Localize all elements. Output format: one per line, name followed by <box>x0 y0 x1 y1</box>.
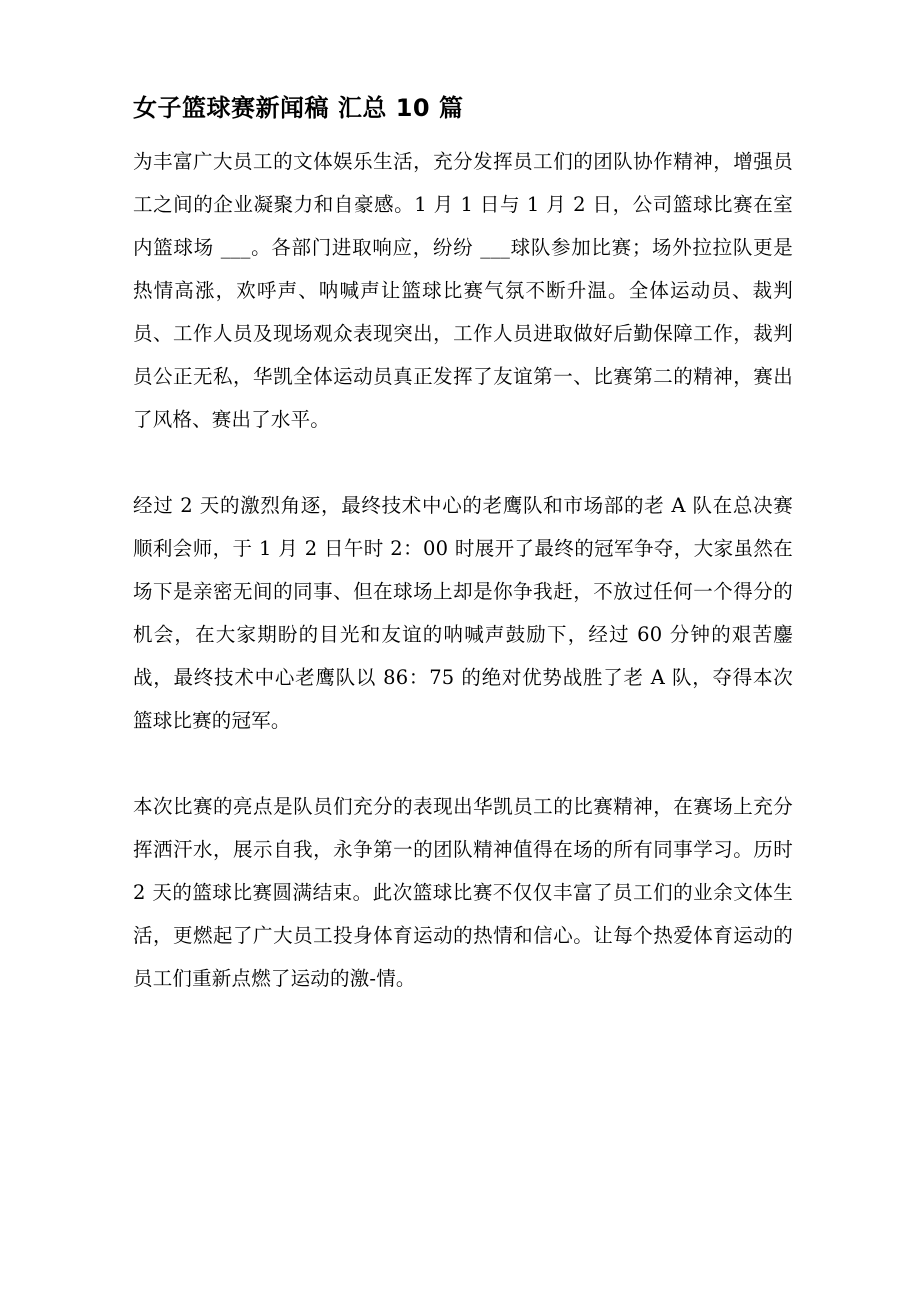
page-title: 女子篮球赛新闻稿 汇总 10 篇 <box>133 94 464 122</box>
paragraph-1: 为丰富广大员工的文体娱乐生活，充分发挥员工们的团队协作精神，增强员工之间的企业凝聚力和自豪感。1 月 1 日与 1 月 2 日，公司篮球比赛在室内篮球场 ___。各部门进取响应，纷纷 ___球队参加比赛；场外拉拉队更是热情高涨，欢呼声、呐喊声让篮球比赛气氛不断升温。全体运动员、裁判员、工作人员及现场观众表现突出，工作人员进取做好后勤保障工作，裁判员公正无私，华凯全体运动员真正发挥了友谊第一、比赛第二的精神，赛出了风格、赛出了水平。 <box>133 149 793 431</box>
paragraph-2: 经过 2 天的激烈角逐，最终技术中心的老鹰队和市场部的老 A 队在总决赛顺利会师，于 1 月 2 日午时 2：00 时展开了最终的冠军争夺，大家虽然在场下是亲密无间的同事、但在球场上却是你争我赶，不放过任何一个得分的机会，在大家期盼的目光和友谊的呐喊声鼓励下，经过 60 分钟的艰苦鏖战，最终技术中心老鹰队以 86：75 的绝对优势战胜了老 A 队，夺得本次篮球比赛的冠军。 <box>133 493 793 732</box>
document-content <box>133 92 793 1000</box>
paragraph-3: 本次比赛的亮点是队员们充分的表现出华凯员工的比赛精神，在赛场上充分挥洒汗水，展示自我，永争第一的团队精神值得在场的所有同事学习。历时 2 天的篮球比赛圆满结束。此次篮球比赛不仅仅丰富了员工们的业余文体生活，更燃起了广大员工投身体育运动的热情和信心。让每个热爱体育运动的员工们重新点燃了运动的激-情。 <box>133 794 793 990</box>
